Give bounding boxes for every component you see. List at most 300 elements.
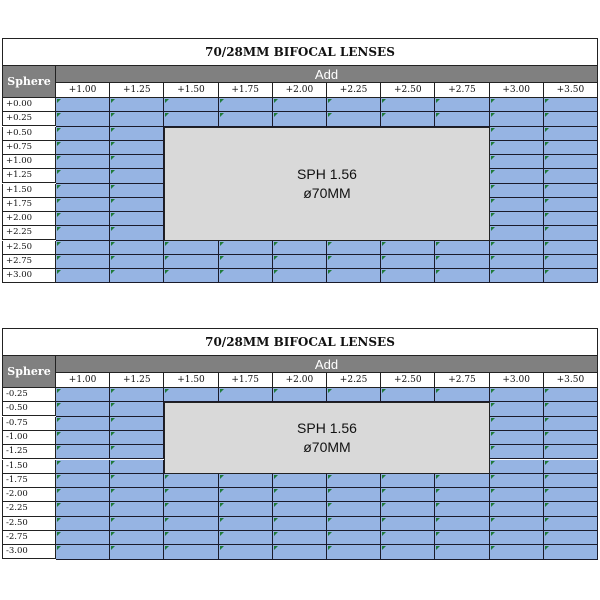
availability-cell <box>219 517 273 531</box>
corner-mark <box>57 546 61 550</box>
availability-cell <box>164 531 218 545</box>
availability-cell <box>490 388 544 402</box>
availability-cell <box>435 488 489 502</box>
corner-mark <box>491 389 495 393</box>
corner-mark <box>274 489 278 493</box>
sphere-row-label: +0.75 <box>2 141 56 155</box>
corner-mark <box>545 170 549 174</box>
corner-mark <box>57 227 61 231</box>
availability-cell <box>327 98 381 112</box>
availability-cell <box>56 388 110 402</box>
availability-cell <box>219 474 273 488</box>
availability-cell <box>56 226 110 240</box>
corner-mark <box>220 389 224 393</box>
availability-cell <box>544 198 598 212</box>
availability-cell <box>544 460 598 474</box>
corner-mark <box>274 532 278 536</box>
corner-mark <box>436 389 440 393</box>
corner-mark <box>491 461 495 465</box>
corner-mark <box>57 518 61 522</box>
availability-cell <box>327 488 381 502</box>
availability-cell <box>56 269 110 283</box>
corner-mark <box>220 489 224 493</box>
sphere-row-label: +0.50 <box>2 127 56 141</box>
corner-mark <box>165 389 169 393</box>
corner-mark <box>545 185 549 189</box>
add-column-header: +1.50 <box>164 83 218 98</box>
corner-mark <box>165 532 169 536</box>
availability-cell <box>164 241 218 255</box>
corner-mark <box>111 546 115 550</box>
corner-mark <box>436 489 440 493</box>
lens-grid <box>2 355 598 560</box>
availability-cell <box>56 517 110 531</box>
availability-cell <box>490 98 544 112</box>
availability-cell <box>110 388 164 402</box>
corner-mark <box>328 242 332 246</box>
availability-cell <box>490 488 544 502</box>
availability-cell <box>327 255 381 269</box>
availability-cell <box>381 531 435 545</box>
corner-mark <box>436 256 440 260</box>
corner-mark <box>545 156 549 160</box>
availability-cell <box>110 517 164 531</box>
availability-cell <box>435 269 489 283</box>
corner-mark <box>491 185 495 189</box>
availability-cell <box>490 545 544 559</box>
corner-mark <box>220 99 224 103</box>
corner-mark <box>220 518 224 522</box>
corner-mark <box>111 518 115 522</box>
corner-mark <box>111 99 115 103</box>
sphere-row-label: +3.00 <box>2 269 56 283</box>
availability-cell <box>327 112 381 126</box>
corner-mark <box>382 99 386 103</box>
corner-mark <box>111 213 115 217</box>
corner-mark <box>491 156 495 160</box>
availability-cell <box>219 502 273 516</box>
corner-mark <box>111 446 115 450</box>
sphere-row-label: -0.25 <box>2 388 56 402</box>
corner-mark <box>328 532 332 536</box>
corner-mark <box>545 256 549 260</box>
corner-mark <box>491 199 495 203</box>
add-column-header: +2.50 <box>381 83 435 98</box>
availability-cell <box>327 269 381 283</box>
corner-mark <box>382 503 386 507</box>
availability-cell <box>273 531 327 545</box>
availability-cell <box>273 269 327 283</box>
availability-cell <box>110 184 164 198</box>
availability-cell <box>490 269 544 283</box>
corner-mark <box>545 432 549 436</box>
sph-info-box <box>164 402 489 474</box>
availability-cell <box>490 184 544 198</box>
corner-mark <box>491 475 495 479</box>
availability-cell <box>544 184 598 198</box>
availability-cell <box>490 241 544 255</box>
sphere-row-label: +2.75 <box>2 255 56 269</box>
availability-cell <box>544 488 598 502</box>
corner-mark <box>328 113 332 117</box>
sphere-column-header: Sphere <box>2 65 56 98</box>
sph-info-diameter: ø70MM <box>303 184 351 201</box>
sph-info-box <box>164 127 489 241</box>
corner-mark <box>165 503 169 507</box>
availability-cell <box>490 460 544 474</box>
availability-cell <box>56 460 110 474</box>
availability-cell <box>110 127 164 141</box>
sphere-row-label: +1.00 <box>2 155 56 169</box>
availability-cell <box>219 388 273 402</box>
add-column-header: +1.25 <box>110 83 164 98</box>
add-column-header: +3.00 <box>490 373 544 388</box>
availability-cell <box>327 388 381 402</box>
sphere-row-label: +0.25 <box>2 112 56 126</box>
availability-cell <box>110 212 164 226</box>
sphere-row-label: +2.25 <box>2 226 56 240</box>
availability-cell <box>110 241 164 255</box>
corner-mark <box>111 475 115 479</box>
corner-mark <box>57 389 61 393</box>
availability-cell <box>110 431 164 445</box>
corner-mark <box>57 113 61 117</box>
availability-cell <box>490 502 544 516</box>
add-column-header: +1.25 <box>110 373 164 388</box>
availability-cell <box>490 445 544 459</box>
add-column-header: +2.25 <box>327 373 381 388</box>
availability-cell <box>164 474 218 488</box>
add-column-header: +1.00 <box>56 373 110 388</box>
add-column-header: +3.50 <box>544 83 598 98</box>
corner-mark <box>436 475 440 479</box>
availability-cell <box>164 388 218 402</box>
corner-mark <box>111 489 115 493</box>
corner-mark <box>274 113 278 117</box>
availability-cell <box>56 255 110 269</box>
corner-mark <box>111 113 115 117</box>
corner-mark <box>111 185 115 189</box>
availability-cell <box>544 241 598 255</box>
corner-mark <box>436 99 440 103</box>
corner-mark <box>57 156 61 160</box>
corner-mark <box>545 128 549 132</box>
corner-mark <box>274 475 278 479</box>
availability-cell <box>490 417 544 431</box>
availability-cell <box>110 198 164 212</box>
corner-mark <box>111 227 115 231</box>
corner-mark <box>274 503 278 507</box>
availability-cell <box>381 98 435 112</box>
availability-cell <box>381 241 435 255</box>
availability-cell <box>435 112 489 126</box>
corner-mark <box>491 403 495 407</box>
sphere-row-label: +0.00 <box>2 98 56 112</box>
availability-cell <box>544 226 598 240</box>
corner-mark <box>545 389 549 393</box>
corner-mark <box>491 432 495 436</box>
corner-mark <box>165 256 169 260</box>
availability-cell <box>56 402 110 416</box>
corner-mark <box>274 242 278 246</box>
corner-mark <box>382 389 386 393</box>
corner-mark <box>57 242 61 246</box>
corner-mark <box>111 389 115 393</box>
corner-mark <box>220 546 224 550</box>
availability-cell <box>381 112 435 126</box>
corner-mark <box>491 227 495 231</box>
corner-mark <box>220 242 224 246</box>
corner-mark <box>111 199 115 203</box>
availability-cell <box>381 502 435 516</box>
availability-cell <box>219 531 273 545</box>
table-title: 70/28MM BIFOCAL LENSES <box>2 328 598 355</box>
corner-mark <box>57 128 61 132</box>
sphere-row-label: +2.00 <box>2 212 56 226</box>
availability-cell <box>164 502 218 516</box>
corner-mark <box>111 403 115 407</box>
corner-mark <box>111 256 115 260</box>
availability-cell <box>381 269 435 283</box>
availability-cell <box>56 431 110 445</box>
corner-mark <box>545 242 549 246</box>
corner-mark <box>57 418 61 422</box>
availability-cell <box>435 255 489 269</box>
corner-mark <box>165 489 169 493</box>
availability-cell <box>56 545 110 559</box>
corner-mark <box>491 503 495 507</box>
availability-cell <box>435 531 489 545</box>
availability-cell <box>164 255 218 269</box>
corner-mark <box>57 256 61 260</box>
add-column-header: +2.75 <box>435 373 489 388</box>
availability-cell <box>56 531 110 545</box>
availability-cell <box>435 502 489 516</box>
availability-cell <box>56 184 110 198</box>
availability-cell <box>490 474 544 488</box>
add-column-header: +3.50 <box>544 373 598 388</box>
corner-mark <box>57 170 61 174</box>
corner-mark <box>57 270 61 274</box>
corner-mark <box>111 142 115 146</box>
add-column-header: +2.00 <box>273 373 327 388</box>
availability-cell <box>110 169 164 183</box>
availability-cell <box>110 531 164 545</box>
corner-mark <box>111 418 115 422</box>
availability-cell <box>490 517 544 531</box>
corner-mark <box>220 113 224 117</box>
availability-cell <box>381 255 435 269</box>
sphere-row-label: +2.50 <box>2 241 56 255</box>
availability-cell <box>110 460 164 474</box>
availability-cell <box>110 112 164 126</box>
availability-cell <box>110 474 164 488</box>
corner-mark <box>328 518 332 522</box>
corner-mark <box>545 113 549 117</box>
sphere-row-label: +1.25 <box>2 169 56 183</box>
availability-cell <box>164 517 218 531</box>
availability-cell <box>219 112 273 126</box>
availability-cell <box>164 545 218 559</box>
availability-cell <box>490 402 544 416</box>
corner-mark <box>165 242 169 246</box>
corner-mark <box>57 185 61 189</box>
availability-cell <box>164 98 218 112</box>
corner-mark <box>220 256 224 260</box>
availability-cell <box>110 269 164 283</box>
corner-mark <box>491 113 495 117</box>
corner-mark <box>382 113 386 117</box>
corner-mark <box>328 99 332 103</box>
add-column-header: +1.75 <box>219 83 273 98</box>
corner-mark <box>491 99 495 103</box>
corner-mark <box>57 403 61 407</box>
availability-cell <box>544 445 598 459</box>
corner-mark <box>165 270 169 274</box>
availability-cell <box>56 98 110 112</box>
availability-cell <box>544 269 598 283</box>
availability-cell <box>544 545 598 559</box>
add-column-header: +1.00 <box>56 83 110 98</box>
corner-mark <box>57 489 61 493</box>
availability-cell <box>56 212 110 226</box>
availability-cell <box>435 241 489 255</box>
corner-mark <box>545 142 549 146</box>
corner-mark <box>220 475 224 479</box>
availability-cell <box>110 98 164 112</box>
availability-cell <box>56 198 110 212</box>
availability-cell <box>273 241 327 255</box>
availability-cell <box>490 127 544 141</box>
corner-mark <box>220 270 224 274</box>
availability-cell <box>219 98 273 112</box>
availability-cell <box>327 474 381 488</box>
corner-mark <box>274 546 278 550</box>
availability-cell <box>327 545 381 559</box>
availability-cell <box>435 388 489 402</box>
lens-grid <box>2 65 598 283</box>
sphere-row-label: -0.75 <box>2 417 56 431</box>
corner-mark <box>57 446 61 450</box>
corner-mark <box>328 475 332 479</box>
availability-cell <box>110 141 164 155</box>
corner-mark <box>545 270 549 274</box>
corner-mark <box>545 199 549 203</box>
corner-mark <box>165 546 169 550</box>
corner-mark <box>436 270 440 274</box>
add-column-group-header: Add <box>56 65 598 83</box>
availability-cell <box>544 112 598 126</box>
corner-mark <box>274 256 278 260</box>
corner-mark <box>545 213 549 217</box>
availability-cell <box>544 141 598 155</box>
corner-mark <box>57 532 61 536</box>
sphere-row-label: -2.75 <box>2 531 56 545</box>
corner-mark <box>111 461 115 465</box>
add-column-header: +1.75 <box>219 373 273 388</box>
availability-cell <box>490 431 544 445</box>
corner-mark <box>111 270 115 274</box>
corner-mark <box>274 99 278 103</box>
corner-mark <box>382 256 386 260</box>
availability-cell <box>544 417 598 431</box>
availability-cell <box>273 517 327 531</box>
corner-mark <box>436 532 440 536</box>
corner-mark <box>545 403 549 407</box>
corner-mark <box>328 270 332 274</box>
corner-mark <box>57 461 61 465</box>
corner-mark <box>491 213 495 217</box>
corner-mark <box>57 503 61 507</box>
corner-mark <box>165 518 169 522</box>
availability-cell <box>327 531 381 545</box>
corner-mark <box>57 99 61 103</box>
availability-cell <box>219 269 273 283</box>
corner-mark <box>274 389 278 393</box>
availability-cell <box>110 502 164 516</box>
corner-mark <box>57 199 61 203</box>
availability-cell <box>544 402 598 416</box>
availability-cell <box>544 98 598 112</box>
availability-cell <box>490 226 544 240</box>
add-column-header: +2.25 <box>327 83 381 98</box>
availability-cell <box>273 545 327 559</box>
availability-cell <box>381 545 435 559</box>
availability-cell <box>273 488 327 502</box>
corner-mark <box>491 532 495 536</box>
corner-mark <box>491 170 495 174</box>
corner-mark <box>491 446 495 450</box>
corner-mark <box>545 518 549 522</box>
availability-cell <box>56 445 110 459</box>
sphere-row-label: +1.75 <box>2 198 56 212</box>
corner-mark <box>491 128 495 132</box>
sphere-row-label: +1.50 <box>2 184 56 198</box>
add-column-header: +2.75 <box>435 83 489 98</box>
corner-mark <box>436 113 440 117</box>
corner-mark <box>382 546 386 550</box>
corner-mark <box>436 503 440 507</box>
sphere-row-label: -1.00 <box>2 431 56 445</box>
sphere-row-label: -1.75 <box>2 474 56 488</box>
availability-cell <box>110 545 164 559</box>
corner-mark <box>491 256 495 260</box>
availability-cell <box>110 417 164 431</box>
corner-mark <box>57 432 61 436</box>
availability-cell <box>56 241 110 255</box>
availability-cell <box>544 517 598 531</box>
corner-mark <box>491 489 495 493</box>
availability-cell <box>490 531 544 545</box>
add-column-header: +2.50 <box>381 373 435 388</box>
availability-cell <box>544 502 598 516</box>
corner-mark <box>382 532 386 536</box>
availability-cell <box>435 517 489 531</box>
corner-mark <box>328 503 332 507</box>
availability-cell <box>490 112 544 126</box>
corner-mark <box>545 475 549 479</box>
corner-mark <box>382 475 386 479</box>
availability-cell <box>110 255 164 269</box>
availability-cell <box>110 488 164 502</box>
availability-cell <box>164 488 218 502</box>
corner-mark <box>111 242 115 246</box>
sphere-row-label: -1.50 <box>2 460 56 474</box>
corner-mark <box>545 532 549 536</box>
availability-cell <box>544 212 598 226</box>
corner-mark <box>382 489 386 493</box>
sphere-row-label: -1.25 <box>2 445 56 459</box>
